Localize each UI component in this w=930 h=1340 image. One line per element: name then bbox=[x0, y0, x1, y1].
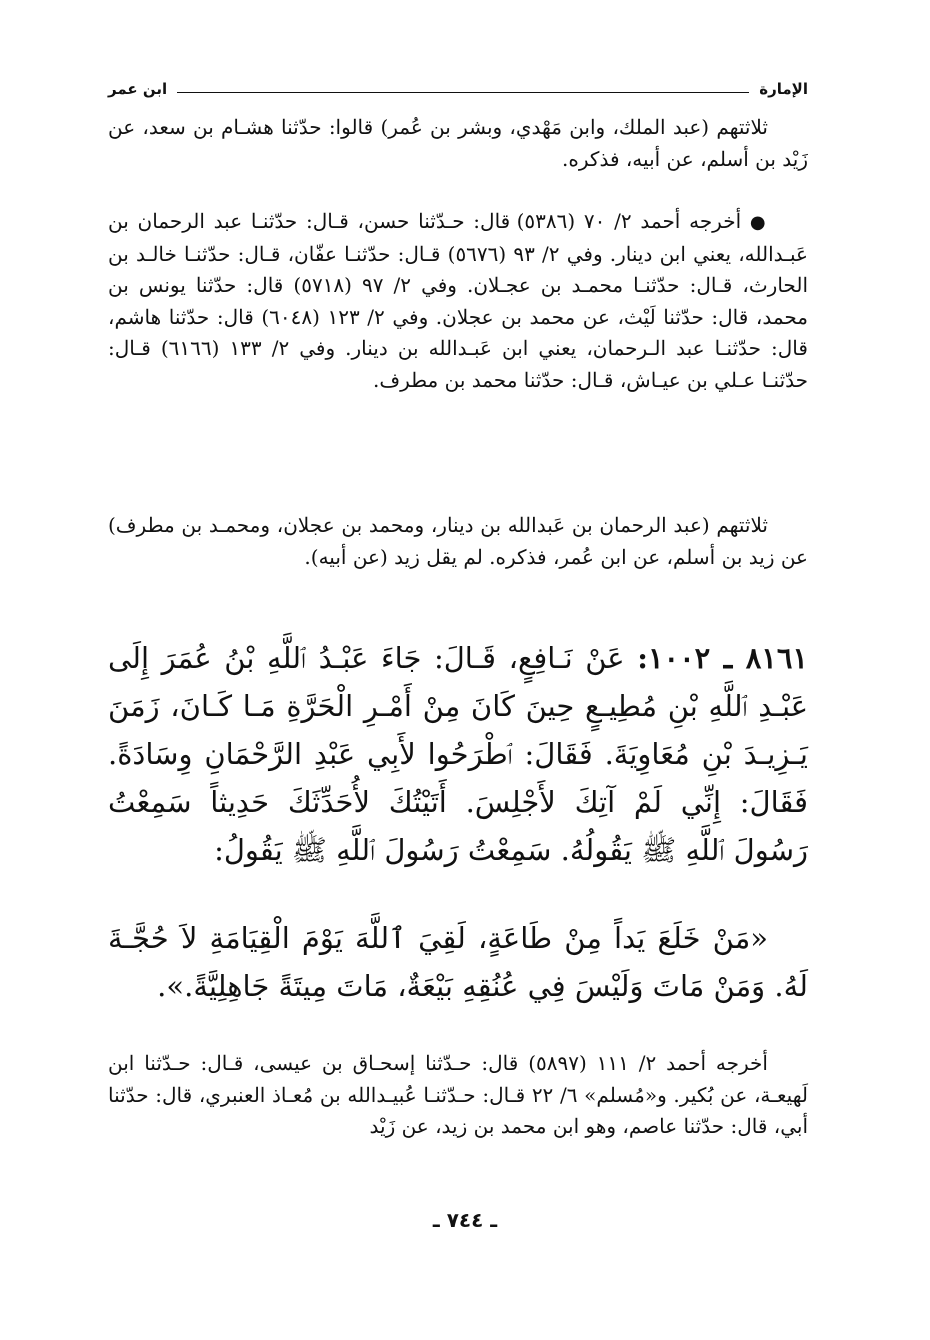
hadith-quote-block bbox=[108, 914, 808, 1010]
header-section-title: الإمارة bbox=[759, 80, 808, 98]
paragraph-body: أخرجه أحمد ٢/ ٧٠ (٥٣٨٦) قال: حـدّثنا حسن، قـال: حدّثنـا عبد الرحمان بن عَبـدالله، يعني ابن دينار. وفي ٢/ ٩٣ (٥٦٧٦) قـال: حدّثنـا عفّان، قـال: حدّثنـا خالـد بن الحارث، قـال: حدّثنـا محمـد بن عجـلان. وفي ٢/ ٩٧ (٥٧١٨) قال: حدّثنا يونس بن محمد، قال: حدّثنا لَيْث، عن محمد بن عجلان. وفي ٢/ ١٢٣ (٦٠٤٨) قال: حدّثنا هاشم، قال: حدّثنـا عبد الـرحمان، يعني ابن عَبـدالله بن دينار. وفي ٢/ ١٣٣ (٦١٦٦) قـال: حدّثنـا عـلي بن عيـاش، قـال: حدّثنا محمد بن مطرف. bbox=[108, 209, 809, 392]
bullet-icon: ● bbox=[749, 212, 768, 233]
running-header bbox=[108, 72, 808, 98]
hadith-block bbox=[108, 634, 808, 874]
page-number: ـ ٧٤٤ ـ bbox=[432, 1208, 498, 1232]
paragraph-text: أخرجه أحمد ٢/ ١١١ (٥٨٩٧) قال: حـدّثنا إسحـاق بن عيسى، قـال: حـدّثنا ابن لَهيعـة، عن بُكير. و«مُسلم» ٦/ ٢٢ قـال: حـدّثنـا عُبيـدالله بن مُعـاذ العنبري، قال: حدّثنا أبي، قال: حدّثنا عاصم، وهو ابن محمد بن زيد، عن زَيْد bbox=[108, 1051, 809, 1138]
hadith-number: ٨١٦١ ـ ١٠٠٢: bbox=[637, 641, 808, 675]
paragraph-narrators-1 bbox=[108, 112, 808, 175]
header-narrator: ابن عمر bbox=[108, 80, 168, 98]
hadith-quote: «مَنْ خَلَعَ يَداً مِنْ طَاعَةٍ، لَقِيَ ٱللَّهَ يَوْمَ الْقِيَامَةِ لاَ حُجَّـةَ لَهُ. وَمَنْ مَاتَ وَلَيْسَ فِي عُنُقِهِ بَيْعَةٌ، مَاتَ مِيتَةً جَاهِلِيَّةً.». bbox=[108, 921, 808, 1003]
hadith-text: عَنْ نَـافِعٍ، قَـالَ: جَاءَ عَبْـدُ ٱللَّهِ بْنُ عُمَرَ إِلَى عَبْـدِ ٱللَّهِ بْنِ مُطِيـعٍ حِينَ كَانَ مِنْ أَمْـرِ الْحَرَّةِ مَـا كَـانَ، زَمَنَ يَـزِيـدَ بْنِ مُعَاوِيَةَ. فَقَالَ: ٱطْرَحُوا لأَبِي عَبْدِ الرَّحْمَانِ وِسَادَةً. فَقَالَ: إِنِّي لَمْ آتِكَ لأَجْلِسَ. أَتَيْتُكَ لأُحَدِّثَكَ حَدِيثاً سَمِعْتُ رَسُولَ ٱللَّهِ ﷺ يَقُولُهُ. سَمِعْتُ رَسُولَ ٱللَّهِ ﷺ يَقُولُ: bbox=[108, 641, 808, 867]
paragraph-text: ثلاثتهم (عبد الملك، وابن مَهْدي، وبشر بن عُمر) قالوا: حدّثنا هشـام بن سعد، عن زَيْد بن أسلم، عن أبيه، فذكره. bbox=[108, 115, 808, 171]
paragraph-takhrij-1 bbox=[108, 206, 808, 396]
header-rule bbox=[177, 92, 749, 93]
paragraph-takhrij-2 bbox=[108, 1048, 808, 1143]
paragraph-text: ثلاثتهم (عبد الرحمان بن عَبدالله بن دينار، ومحمد بن عجلان، ومحمـد بن مطرف) عن زيد بن أسلم، عن ابن عُمر، فذكره. لم يقل زيد (عن أبيه). bbox=[108, 513, 808, 569]
hadith-paragraph bbox=[108, 634, 808, 874]
paragraph-text bbox=[108, 206, 808, 396]
paragraph-narrators-2 bbox=[108, 510, 808, 573]
